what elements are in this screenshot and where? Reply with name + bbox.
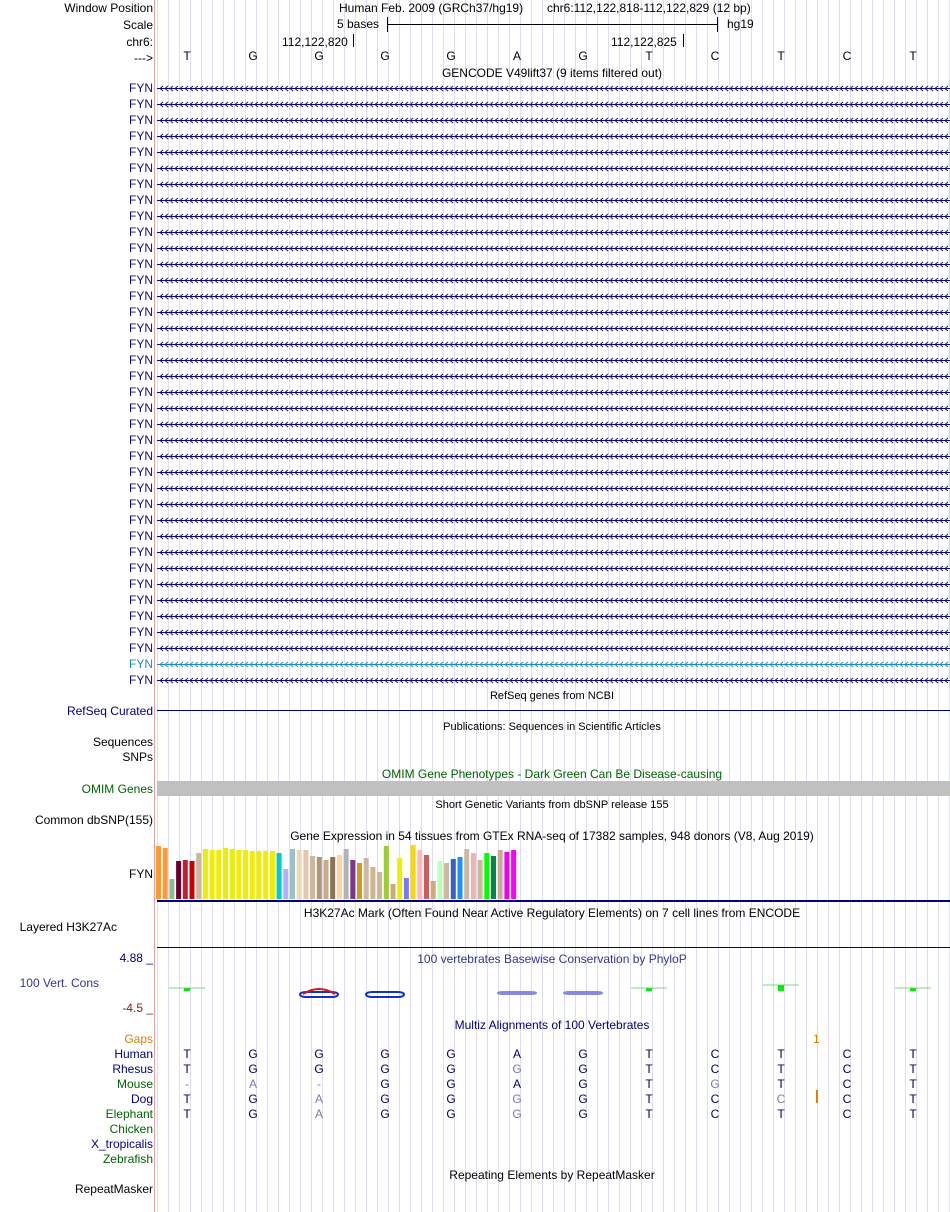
gencode-gene-label[interactable]: FYN xyxy=(129,481,153,495)
gencode-gene-label[interactable]: FYN xyxy=(129,369,153,383)
gencode-gene-label[interactable]: FYN xyxy=(129,465,153,479)
gencode-gene-label[interactable]: FYN xyxy=(129,289,153,303)
reference-base: G xyxy=(380,49,390,63)
assembly-text: Human Feb. 2009 (GRCh37/hg19) xyxy=(339,1,524,15)
gencode-gene-label[interactable]: FYN xyxy=(129,273,153,287)
reference-base: G xyxy=(578,49,588,63)
reference-base: T xyxy=(183,49,191,63)
gencode-gene-label[interactable]: FYN xyxy=(129,657,153,671)
gencode-gene-label[interactable]: FYN xyxy=(129,225,153,239)
reference-base: T xyxy=(645,49,653,63)
gencode-gene-label[interactable]: FYN xyxy=(129,113,153,127)
reference-base: C xyxy=(710,49,720,63)
reference-base: C xyxy=(842,49,852,63)
reference-base: G xyxy=(248,49,258,63)
gencode-gene-label[interactable]: FYN xyxy=(129,529,153,543)
gencode-gene-label[interactable]: FYN xyxy=(129,209,153,223)
reference-base: G xyxy=(446,49,456,63)
gencode-gene-label[interactable]: FYN xyxy=(129,321,153,335)
gencode-gene-label[interactable]: FYN xyxy=(129,145,153,159)
strand-arrow-label: ---> xyxy=(134,51,153,65)
gencode-gene-label[interactable]: FYN xyxy=(129,561,153,575)
chrom-label: chr6: xyxy=(126,35,153,49)
gencode-gene-label[interactable]: FYN xyxy=(129,305,153,319)
gencode-gene-label[interactable]: FYN xyxy=(129,241,153,255)
scale-label: Scale xyxy=(122,18,153,32)
gencode-gene-label[interactable]: FYN xyxy=(129,433,153,447)
reference-base: T xyxy=(909,49,917,63)
scale-text: 5 bases xyxy=(337,17,380,31)
gencode-gene-label[interactable]: FYN xyxy=(129,257,153,271)
gencode-gene-label[interactable]: FYN xyxy=(129,545,153,559)
gencode-gene-label[interactable]: FYN xyxy=(129,593,153,607)
gencode-gene-label[interactable]: FYN xyxy=(129,177,153,191)
window-position-label: Window Position xyxy=(64,1,153,15)
gencode-gene-label[interactable]: FYN xyxy=(129,193,153,207)
gencode-gene-label[interactable]: FYN xyxy=(129,129,153,143)
gencode-title[interactable]: GENCODE V49lift37 (9 items filtered out) xyxy=(441,66,663,80)
gencode-gene-label[interactable]: FYN xyxy=(129,673,153,687)
reference-base: T xyxy=(777,49,785,63)
coord-left: 112,122,820 xyxy=(282,35,348,49)
gencode-gene-label[interactable]: FYN xyxy=(129,401,153,415)
scale-db-label: hg19 xyxy=(727,17,754,31)
gencode-gene-label[interactable]: FYN xyxy=(129,641,153,655)
gencode-gene-label[interactable]: FYN xyxy=(129,513,153,527)
gencode-gene-label[interactable]: FYN xyxy=(129,609,153,623)
reference-base: G xyxy=(314,49,324,63)
gencode-gene-label[interactable]: FYN xyxy=(129,625,153,639)
gencode-gene-label[interactable]: FYN xyxy=(129,417,153,431)
reference-base: A xyxy=(512,49,522,63)
coord-right: 112,122,825 xyxy=(611,35,677,49)
gencode-gene-label[interactable]: FYN xyxy=(129,81,153,95)
gencode-gene-label[interactable]: FYN xyxy=(129,337,153,351)
gencode-gene-label[interactable]: FYN xyxy=(129,385,153,399)
gencode-gene-label[interactable]: FYN xyxy=(129,497,153,511)
position-text[interactable]: chr6:112,122,818-112,122,829 (12 bp) xyxy=(547,1,751,15)
gencode-gene-label[interactable]: FYN xyxy=(129,353,153,367)
gencode-gene-label[interactable]: FYN xyxy=(129,449,153,463)
gencode-gene-label[interactable]: FYN xyxy=(129,161,153,175)
gencode-gene-label[interactable]: FYN xyxy=(129,577,153,591)
gencode-gene-label[interactable]: FYN xyxy=(129,97,153,111)
